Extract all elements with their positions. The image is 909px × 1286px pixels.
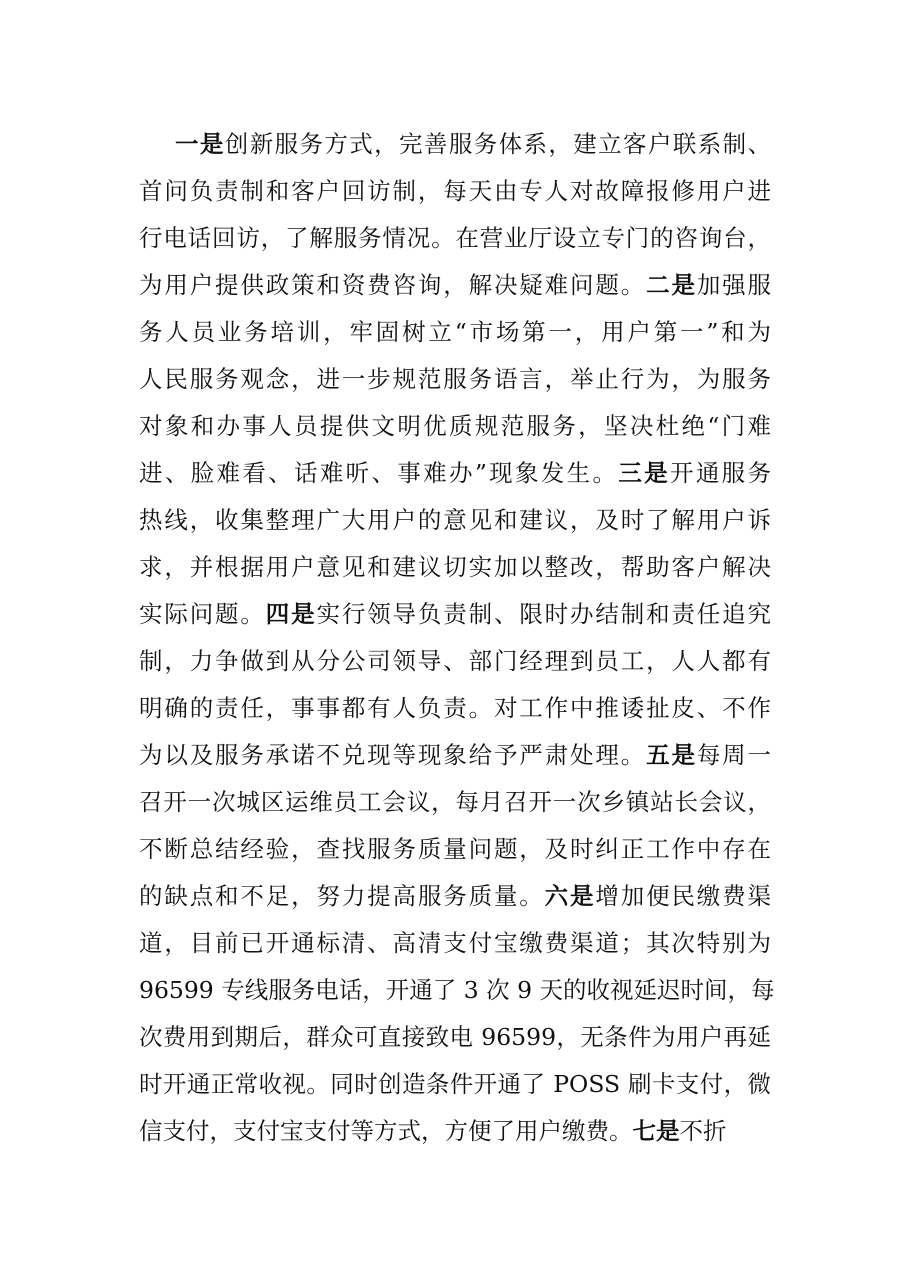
bold-keyword: 四是 xyxy=(265,600,317,628)
bold-keyword: 五是 xyxy=(646,741,697,769)
text-line xyxy=(139,920,771,967)
text-line xyxy=(139,967,775,1014)
text-line xyxy=(139,497,771,544)
text-line xyxy=(139,826,771,873)
text-run: 求，并根据用户意见和建议切实加以整改，帮助客户解决 xyxy=(139,553,771,581)
text-line xyxy=(139,1014,771,1061)
text-run: 首问负责制和客户回访制，每天由专人对故障报修用户进 xyxy=(139,177,771,205)
bold-keyword: 七是 xyxy=(632,1117,680,1145)
text-line xyxy=(139,1061,771,1108)
text-run: 时开通正常收视。同时创造条件开通了 POSS 刷卡支付，微 xyxy=(139,1070,771,1098)
bold-keyword: 二是 xyxy=(646,271,697,299)
text-run: 对象和办事人员提供文明优质规范服务，坚决杜绝“门难 xyxy=(139,412,771,440)
text-line xyxy=(139,732,771,779)
text-line xyxy=(139,450,771,497)
text-run: 次费用到期后，群众可直接致电 96599，无条件为用户再延 xyxy=(139,1023,771,1051)
text-run: 召开一次城区运维员工会议，每月召开一次乡镇站长会议， xyxy=(139,788,771,816)
bold-keyword: 六是 xyxy=(544,882,596,910)
text-run: 不折 xyxy=(679,1117,727,1145)
text-run: 为以及服务承诺不兑现等现象给予严肃处理。 xyxy=(139,741,647,769)
text-run: 开通服务 xyxy=(670,459,772,487)
text-line xyxy=(139,262,771,309)
text-line xyxy=(139,121,771,168)
text-line xyxy=(139,779,771,826)
body-paragraph xyxy=(139,121,775,1155)
text-run: 道，目前已开通标清、高清支付宝缴费渠道；其次特别为 xyxy=(139,929,771,957)
text-run: 务人员业务培训，牢固树立“市场第一，用户第一”和为 xyxy=(139,318,771,346)
text-run: 制，力争做到从分公司领导、部门经理到员工，人人都有 xyxy=(139,647,771,675)
text-line xyxy=(139,685,771,732)
text-run: 实际问题。 xyxy=(139,600,266,628)
text-run: 96599 专线服务电话，开通了 3 次 9 天的收视延迟时间，每 xyxy=(139,976,775,1004)
text-run: 增加便民缴费渠 xyxy=(595,882,772,910)
text-run: 进、脸难看、话难听、事难办”现象发生。 xyxy=(139,459,619,487)
text-line xyxy=(139,356,771,403)
bold-keyword: 三是 xyxy=(618,459,671,487)
text-run: 明确的责任，事事都有人负责。对工作中推诿扯皮、不作 xyxy=(139,694,771,722)
text-run: 每周一 xyxy=(696,741,772,769)
text-run: 人民服务观念，进一步规范服务语言，举止行为，为服务 xyxy=(139,365,771,393)
text-line xyxy=(139,638,771,685)
text-line xyxy=(139,215,771,262)
text-line xyxy=(139,1108,771,1155)
text-line xyxy=(139,873,771,920)
text-run: 为用户提供政策和资费咨询，解决疑难问题。 xyxy=(139,271,647,299)
text-line xyxy=(139,591,771,638)
text-run: 加强服 xyxy=(696,271,772,299)
text-line xyxy=(139,309,771,356)
text-line xyxy=(139,168,771,215)
text-line xyxy=(139,544,771,591)
text-line xyxy=(139,403,771,450)
text-run: 实行领导负责制、限时办结制和责任追究 xyxy=(316,600,772,628)
bold-keyword: 一是 xyxy=(175,130,225,158)
text-run: 信支付，支付宝支付等方式，方便了用户缴费。 xyxy=(139,1117,633,1145)
text-run: 创新服务方式，完善服务体系，建立客户联系制、 xyxy=(224,130,772,158)
text-run: 热线，收集整理广大用户的意见和建议，及时了解用户诉 xyxy=(139,506,771,534)
text-run: 行电话回访，了解服务情况。在营业厅设立专门的咨询台， xyxy=(139,224,771,252)
text-run: 不断总结经验，查找服务质量问题，及时纠正工作中存在 xyxy=(139,835,771,863)
text-run: 的缺点和不足，努力提高服务质量。 xyxy=(139,882,545,910)
